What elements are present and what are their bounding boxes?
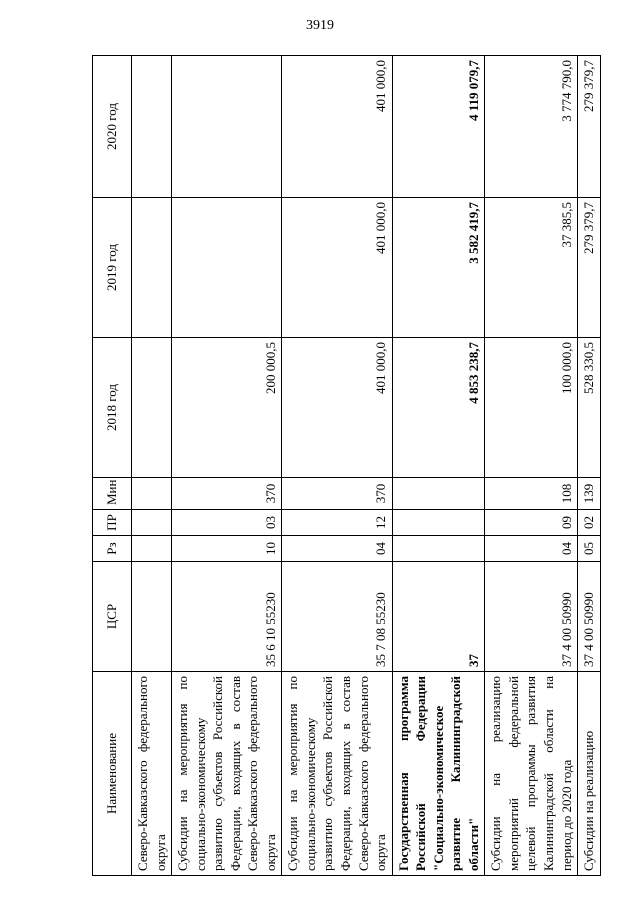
cell-2020: 4 119 079,7 [392,56,485,198]
cell-2019: 37 385,5 [485,198,578,338]
cell-rz: 05 [578,536,601,562]
cell-min: 370 [282,478,392,510]
table-row [485,56,578,876]
header-min: Мин [93,478,132,510]
table-body [132,56,601,876]
cell-csr: 37 4 00 50990 [578,562,601,672]
cell-csr: 35 6 10 55230 [172,562,282,672]
cell-csr: 37 4 00 50990 [485,562,578,672]
rotated-budget-table [92,56,597,876]
cell-2020 [132,56,172,198]
cell-name: Субсидии на реализацию мероприятий федеральной целевой программы развития Калининградской области на период до 2020 года [485,672,578,876]
cell-csr [132,562,172,672]
header-2020: 2020 год [93,56,132,198]
table-row [172,56,282,876]
cell-rz [132,536,172,562]
cell-2018 [132,338,172,478]
header-2018: 2018 год [93,338,132,478]
cell-rz: 04 [485,536,578,562]
cell-2018: 401 000,0 [282,338,392,478]
cell-name: Субсидии на мероприятия по социально-экономическому развитию субъектов Российской Федерации, входящих в состав Северо-Кавказского федерального округа [172,672,282,876]
cell-pr: 09 [485,510,578,536]
cell-rz: 04 [282,536,392,562]
cell-rz: 10 [172,536,282,562]
table-row [132,56,172,876]
header-csr: ЦСР [93,562,132,672]
table-row [578,56,601,876]
cell-2018: 100 000,0 [485,338,578,478]
cell-pr [132,510,172,536]
header-pr: ПР [93,510,132,536]
cell-min: 139 [578,478,601,510]
cell-2020 [172,56,282,198]
header-rz: Рз [93,536,132,562]
cell-name: Северо-Кавказского федерального округа [132,672,172,876]
cell-csr: 35 7 08 55230 [282,562,392,672]
page-number: 3919 [306,18,334,33]
header-name: Наименование [93,672,132,876]
cell-pr: 02 [578,510,601,536]
cell-2019 [172,198,282,338]
budget-table [92,55,601,876]
cell-min: 370 [172,478,282,510]
cell-2020: 279 379,7 [578,56,601,198]
cell-pr: 03 [172,510,282,536]
cell-name: Субсидии на мероприятия по социально-экономическому развитию субъектов Российской Федерации, входящих в состав Северо-Кавказского федерального округа [282,672,392,876]
table-row [282,56,392,876]
header-2019: 2019 год [93,198,132,338]
cell-min: 108 [485,478,578,510]
cell-2019: 279 379,7 [578,198,601,338]
cell-2020: 401 000,0 [282,56,392,198]
cell-2018: 200 000,5 [172,338,282,478]
cell-2019: 3 582 419,7 [392,198,485,338]
cell-2020: 3 774 790,0 [485,56,578,198]
cell-min [392,478,485,510]
cell-pr [392,510,485,536]
table-row [392,56,485,876]
cell-rz [392,536,485,562]
cell-csr: 37 [392,562,485,672]
cell-pr: 12 [282,510,392,536]
header-row [93,56,132,876]
cell-min [132,478,172,510]
cell-2019: 401 000,0 [282,198,392,338]
cell-2019 [132,198,172,338]
cell-2018: 528 330,5 [578,338,601,478]
cell-name: Субсидии на реализацию [578,672,601,876]
cell-name: Государственная программа Российской Федерации "Социально-экономическое развитие Калининградской области" [392,672,485,876]
cell-2018: 4 853 238,7 [392,338,485,478]
